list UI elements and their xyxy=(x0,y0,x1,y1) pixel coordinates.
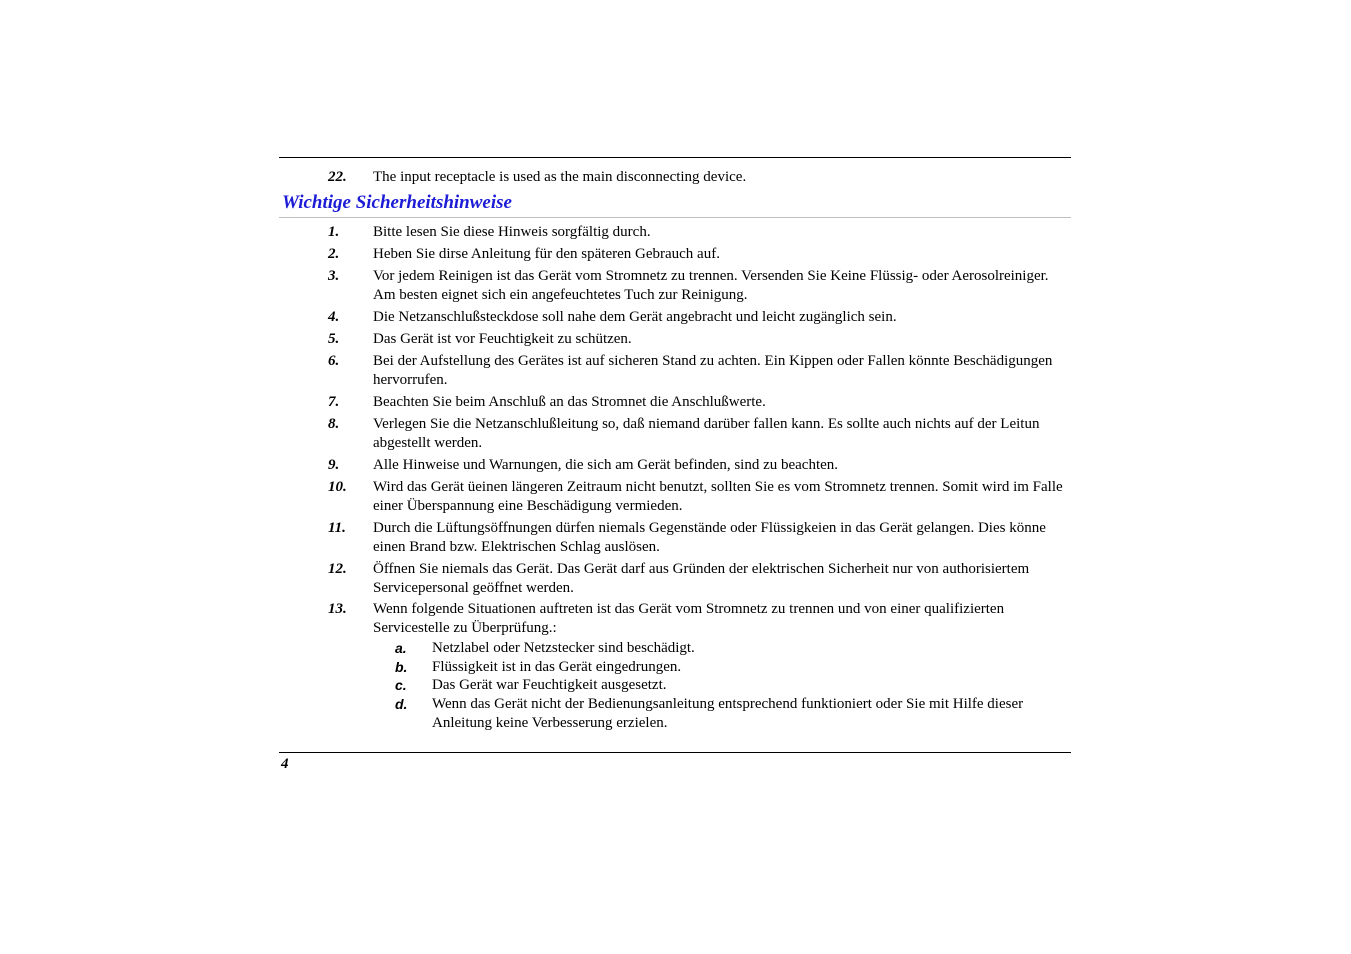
list-item-1 xyxy=(328,223,1068,242)
sub-item-text: Netzlabel oder Netzstecker sind beschädigt. xyxy=(432,640,695,656)
list-item-11 xyxy=(328,519,1068,556)
sub-item-text: Flüssigkeit ist in das Gerät eingedrungen. xyxy=(432,659,682,675)
list-item-5 xyxy=(328,330,1068,349)
item-text: The input receptacle is used as the main disconnecting device. xyxy=(373,169,747,185)
item-text: Bei der Aufstellung des Gerätes ist auf sicheren Stand zu achten. Ein Kippen oder Fallen könnte Beschädigungen hervorrufen. xyxy=(373,353,1053,388)
item-number: 9. xyxy=(328,457,340,473)
section-heading: Wichtige Sicherheitshinweise xyxy=(282,192,512,213)
sub-item-letter: b. xyxy=(395,659,408,675)
bottom-rule xyxy=(279,752,1071,753)
sub-item-b xyxy=(395,658,1070,677)
item-text: Heben Sie dirse Anleitung für den späteren Gebrauch auf. xyxy=(373,246,720,262)
item-text: Beachten Sie beim Anschluß an das Stromnet die Anschlußwerte. xyxy=(373,394,766,410)
item-number: 1. xyxy=(328,224,340,240)
sub-item-letter: a. xyxy=(395,640,407,656)
sub-item-text: Das Gerät war Feuchtigkeit ausgesetzt. xyxy=(432,677,667,693)
heading-rule xyxy=(279,217,1071,218)
sub-item-a xyxy=(395,639,1070,658)
sub-item-d xyxy=(395,695,1070,732)
list-item-12 xyxy=(328,560,1068,597)
list-item-3 xyxy=(328,267,1068,304)
item-text: Wenn folgende Situationen auftreten ist das Gerät vom Stromnetz zu trennen und von einer qualifizierten Servicestelle zu Überprüfung.: xyxy=(373,601,1005,636)
sub-item-letter: c. xyxy=(395,677,407,693)
item-text: Das Gerät ist vor Feuchtigkeit zu schützen. xyxy=(373,331,632,347)
item-number: 2. xyxy=(328,246,340,262)
item-text: Vor jedem Reinigen ist das Gerät vom Stromnetz zu trennen. Versenden Sie Keine Flüssig- oder Aerosolreiniger. Am besten eignet sich ein angefeuchtetes Tuch zur Reinigung. xyxy=(373,268,1049,303)
sub-item-letter: d. xyxy=(395,696,408,712)
item-number: 7. xyxy=(328,394,340,410)
item-number: 22. xyxy=(328,169,347,185)
item-number: 3. xyxy=(328,268,340,284)
list-item-13 xyxy=(328,600,1068,637)
item-text: Durch die Lüftungsöffnungen dürfen niemals Gegenstände oder Flüssigkeien in das Gerät gelangen. Dies könne einen Brand bzw. Elektrischen Schlag auslösen. xyxy=(373,520,1046,555)
item-number: 11. xyxy=(328,520,346,536)
list-item-7 xyxy=(328,393,1068,412)
list-item-2 xyxy=(328,245,1068,264)
sub-item-c xyxy=(395,676,1070,695)
item-text: Die Netzanschlußsteckdose soll nahe dem Gerät angebracht und leicht zugänglich sein. xyxy=(373,309,897,325)
item-number: 12. xyxy=(328,561,347,577)
sub-item-text: Wenn das Gerät nicht der Bedienungsanleitung entsprechend funktioniert oder Sie mit Hilfe dieser Anleitung keine Verbesserung erzielen. xyxy=(432,696,1024,731)
item-text: Verlegen Sie die Netzanschlußleitung so, daß niemand darüber fallen kann. Es sollte auch nichts auf der Leitun abgestellt werden. xyxy=(373,416,1040,451)
list-item-4 xyxy=(328,308,1068,327)
item-number: 6. xyxy=(328,353,340,369)
item-text: Wird das Gerät üeinen längeren Zeitraum nicht benutzt, sollten Sie es vom Stromnetz trennen. Somit wird im Falle einer Überspannung eine Beschädigung vermieden. xyxy=(373,479,1063,514)
item-number: 5. xyxy=(328,331,340,347)
item-number: 10. xyxy=(328,479,347,495)
page-number: 4 xyxy=(281,756,289,772)
list-item-10 xyxy=(328,478,1068,515)
list-item-8 xyxy=(328,415,1068,452)
list-item-6 xyxy=(328,352,1068,389)
item-text: Öffnen Sie niemals das Gerät. Das Gerät darf aus Gründen der elektrischen Sicherheit nur von authorisiertem Servicepersonal geöffnet werden. xyxy=(373,561,1030,596)
list-item-9 xyxy=(328,456,1068,475)
list-item-22 xyxy=(328,168,1068,187)
item-number: 4. xyxy=(328,309,340,325)
item-text: Bitte lesen Sie diese Hinweis sorgfältig durch. xyxy=(373,224,651,240)
top-rule xyxy=(279,157,1071,158)
item-number: 13. xyxy=(328,601,347,617)
item-text: Alle Hinweise und Warnungen, die sich am Gerät befinden, sind zu beachten. xyxy=(373,457,839,473)
item-number: 8. xyxy=(328,416,340,432)
